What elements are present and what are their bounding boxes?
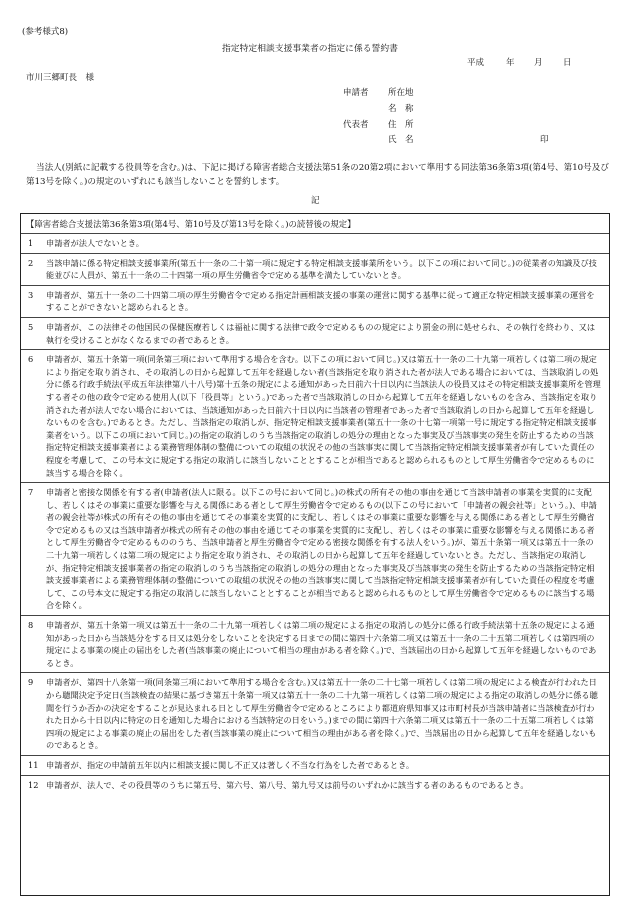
item-text: 申請者が、第五十一条の二十四第二項の厚生労働省令で定める指定計画相談支援の事業の運営に関する基準に従って適正な特定相談支援事業の運営をすることができないと認められるとき。 bbox=[46, 289, 595, 313]
ki-heading: 記 bbox=[311, 196, 320, 206]
provisions-box bbox=[20, 213, 610, 896]
list-item bbox=[26, 619, 601, 669]
applicant-label: 申請者 bbox=[343, 88, 369, 98]
divider bbox=[21, 672, 609, 673]
divider bbox=[21, 482, 609, 483]
item-number: 9 bbox=[28, 677, 34, 688]
rep-address-label: 住 所 bbox=[388, 120, 414, 130]
list-item bbox=[26, 289, 601, 314]
provisions-list bbox=[26, 237, 601, 791]
item-number: 7 bbox=[28, 487, 34, 498]
date-day: 日 bbox=[563, 58, 572, 68]
divider bbox=[21, 285, 609, 286]
item-text: 申請者が、第五十条第一項又は第五十一条の二十九第一項若しくは第二項の規定による指定の取消しの処分に係る行政手続法第十五条の規定による通知があった日から当該処分をする日又は処分をしないことを決定する日までの間に第四十六条第二項又は第五十一条の二十五第二項若しくは第四項の規定による事業の廃止の届出をした者(当該事業の廃止について相当の理由がある者を除く。)で、当該届出の日から起算して五年を経過しないものであるとき。 bbox=[46, 620, 597, 668]
list-item bbox=[26, 237, 601, 250]
date-era: 平成 bbox=[467, 58, 485, 68]
item-number: 6 bbox=[28, 354, 34, 365]
item-text: 申請者と密接な関係を有する者(申請者(法人に限る。以下この号において同じ。)の株式の所有その他の事由を通じて当該申請者の事業を実質的に支配し、若しくはその事業に重要な影響を与える関係にある者として厚生労働省令で定めるもの(以下この号において「申請者の親会社等」という。)、申請者の親会社等が株式の所有その他の事由を通じてその事業を実質的に支配し、若しくはその事業に重要な影響を与える関係にある者として厚生労働省令で定めるもの又は当該申請者が株式の所有その他の事由を通じてその事業を実質的に支配し、若しくはその事業に重要な影響を与える関係にある者として厚生労働省令で定めるもののうち、当該申請者と厚生労働省令で定める密接な関係を有する法人をいう。)が、第五十条第一項又は第五十一条の二十九第一項若しくは第二項の規定により指定を取り消され、その取消しの日から起算して五年を経過していないとき。ただし、当該指定の取消しが、指定特定相談支援事業者の指定の取消しのうち当該指定の取消しの処分の理由となった事実及び当該事実の発生を防止するための当該指定特定相談支援事業者による業務管理体制の整備についての取組の状況その他の当該事実に関して当該指定特定相談支援事業者が有していた責任の程度を考慮して、この号本文に規定する指定の取消しに該当しないこととすることが相当であると認められるものとして厚生労働省令で定めるものに該当する場合を除く。 bbox=[46, 487, 597, 611]
name-label: 名 称 bbox=[388, 104, 414, 114]
list-item bbox=[26, 676, 601, 752]
representative-label: 代表者 bbox=[343, 120, 369, 130]
divider bbox=[21, 775, 609, 776]
item-text: 当該申請に係る特定相談支援事業所(第五十一条の二十第一項に規定する特定相談支援事業所をいう。以下この項において同じ。)の従業者の知識及び技能並びに人員が、第五十一条の二十四第一項の厚生労働省令で定める基準を満たしていないとき。 bbox=[46, 257, 597, 281]
item-number: 2 bbox=[28, 257, 34, 268]
date-month: 月 bbox=[534, 58, 543, 68]
item-number: 5 bbox=[28, 321, 34, 332]
date-year: 年 bbox=[506, 58, 515, 68]
item-number: 1 bbox=[28, 238, 34, 248]
item-number: 8 bbox=[28, 620, 34, 631]
list-item bbox=[26, 486, 601, 612]
rep-name-label: 氏 名 bbox=[388, 135, 414, 145]
divider bbox=[21, 615, 609, 616]
list-item bbox=[26, 353, 601, 479]
form-reference: (参考様式8) bbox=[22, 27, 69, 37]
item-text: 申請者が、第五十条第一項(同条第三項において準用する場合を含む。以下この項において同じ。)又は第五十一条の二十九第一項若しくは第二項の規定により指定を取り消され、その取消しの日から起算して五年を経過しない者(当該指定を取り消された者が法人である場合においては、当該取消しの処分に係る行政手続法(平成五年法律第八十八号)第十五条の規定による通知があった日前六十日以内に当該法人の役員又はその特定相談支援事業所を管理する者その他の政令で定める使用人(以下「役員等」という。)であった者で当該取消しの日から起算して五年を経過しないものを含み、当該指定を取り消された者が法人でない場合においては、当該通知があった日前六十日以内に当該者の管理者であった者で当該取消しの日から起算して五年を経過しないものを含む。)であるとき。ただし、当該指定の取消しが、指定特定相談支援事業者(第五十一条の十七第一項第一号に規定する指定特定相談支援事業者をいう。以下この項において同じ。)の指定の取消しのうち当該指定の取消しの処分の理由となった事実及び当該事実の発生を防止するための当該指定特定相談支援事業者による業務管理体制の整備についての取組の状況その他の当該事実に関して当該指定特定相談支援事業者が有していた責任の程度を考慮して、この号本文に規定する指定の取消しに該当しないこととすることが相当であると認められるものとして厚生労働省令で定めるものに該当する場合を除く。 bbox=[46, 354, 601, 478]
item-text: 申請者が、第四十八条第一項(同条第三項において準用する場合を含む。)又は第五十一条の二十七第一項若しくは第二項の規定による検査が行われた日から聴聞決定予定日(当該検査の結果に基づき第五十条第一項又は第五十一条の二十九第一項若しくは第二項の規定による指定の取消しの処分に係る聴聞を行うか否かの決定をすることが見込まれる日として厚生労働省令で定めるところにより都道府県知事又は市町村長が当該申請者に当該検査が行われた日から十日以内に特定の日を通知した場合における当該特定の日をいう。)までの間に第四十六条第二項又は第五十一条の二十五第二項若しくは第四項の規定による事業の廃止の届出をした者(当該事業の廃止について相当の理由がある者を除く。)で、当該届出の日から起算して五年を経過しないものであるとき。 bbox=[46, 677, 598, 751]
provisions-title: 【障害者総合支援法第36条第3項(第4号、第10号及び第13号を除く。)の読替後の規定】 bbox=[26, 219, 356, 229]
divider bbox=[21, 349, 609, 350]
document-title: 指定特定相談支援事業者の指定に係る誓約書 bbox=[222, 44, 398, 54]
divider bbox=[21, 253, 609, 254]
item-text: 申請者が、この法律その他国民の保健医療若しくは福祉に関する法律で政令で定めるものの規定により罰金の刑に処せられ、その執行を終わり、又は執行を受けることがなくなるまでの者であるとき。 bbox=[46, 321, 596, 345]
divider bbox=[21, 317, 609, 318]
address-label: 所在地 bbox=[388, 88, 414, 98]
item-number: 3 bbox=[28, 289, 34, 300]
list-item bbox=[26, 759, 601, 772]
list-item bbox=[26, 321, 601, 346]
item-number: 11 bbox=[28, 759, 39, 770]
item-text: 申請者が、指定の申請前五年以内に相談支援に関し不正又は著しく不当な行為をした者であるとき。 bbox=[46, 759, 415, 770]
item-text: 申請者が、法人で、その役員等のうちに第五号、第六号、第八号、第九号又は前号のいずれかに該当する者のあるものであるとき。 bbox=[46, 779, 529, 790]
addressee: 市川三郷町長 様 bbox=[26, 73, 95, 83]
list-item bbox=[26, 257, 601, 282]
item-text: 申請者が法人でないとき。 bbox=[46, 238, 144, 248]
item-number: 12 bbox=[28, 779, 39, 790]
seal-mark: 印 bbox=[540, 135, 549, 145]
divider bbox=[21, 755, 609, 756]
intro-paragraph: 当法人(別紙に記載する役員等を含む。)は、下記に掲げる障害者総合支援法第51条の20第2項において準用する同法第36条第3項(第4号、第10号及び第13号を除く。)の規定のいずれにも該当しないことを誓約します。 bbox=[26, 163, 609, 187]
divider bbox=[21, 233, 609, 234]
list-item bbox=[26, 779, 601, 792]
